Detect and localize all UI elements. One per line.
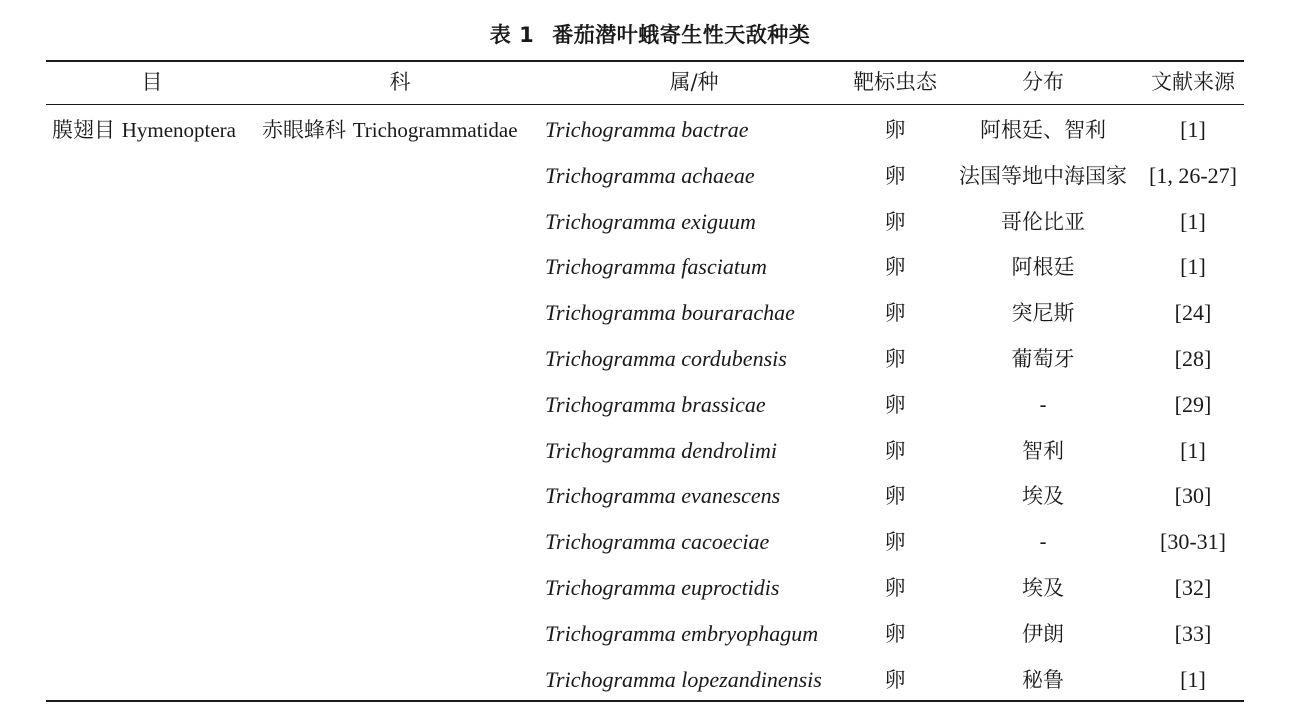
header-order: 目 <box>141 70 163 94</box>
distribution-cell: 葡萄牙 <box>1011 347 1075 371</box>
reference-cell: [28] <box>1174 346 1212 371</box>
stage-cell: 卵 <box>884 530 906 554</box>
distribution-cell: 阿根廷 <box>1011 255 1075 279</box>
species-cell: Trichogramma dendrolimi <box>545 438 778 463</box>
stage-cell: 卵 <box>884 301 906 325</box>
top-rule <box>46 60 1244 62</box>
reference-cell: [30-31] <box>1160 529 1226 554</box>
species-cell: Trichogramma exiguum <box>545 209 756 234</box>
header-rule <box>46 104 1244 105</box>
species-cell: Trichogramma cacoeciae <box>545 529 770 554</box>
reference-cell: [32] <box>1174 575 1212 600</box>
header-reference: 文献来源 <box>1151 70 1235 94</box>
species-cell: Trichogramma brassicae <box>545 392 766 417</box>
family-latin: Trichogrammatidae <box>352 118 518 142</box>
species-cell: Trichogramma fasciatum <box>545 254 767 279</box>
stage-cell: 卵 <box>884 622 906 646</box>
table-number: 表 1 <box>489 23 535 47</box>
distribution-cell: 埃及 <box>1022 484 1064 508</box>
stage-cell: 卵 <box>884 164 906 188</box>
stage-cell: 卵 <box>884 118 906 142</box>
species-cell: Trichogramma cordubensis <box>545 346 787 371</box>
order-cell <box>52 117 236 143</box>
stage-cell: 卵 <box>884 393 906 417</box>
species-cell: Trichogramma achaeae <box>545 163 755 188</box>
header-distribution: 分布 <box>1022 70 1064 94</box>
reference-cell: [1] <box>1180 667 1206 692</box>
distribution-cell: 突尼斯 <box>1011 301 1075 325</box>
order-latin: Hymenoptera <box>121 118 236 142</box>
distribution-cell: 法国等地中海国家 <box>959 164 1127 188</box>
stage-cell: 卵 <box>884 439 906 463</box>
species-cell: Trichogramma evanescens <box>545 483 781 508</box>
stage-cell: 卵 <box>884 255 906 279</box>
distribution-cell: 埃及 <box>1022 576 1064 600</box>
header-genus-species: 属/种 <box>669 70 719 94</box>
table-title: 番茄潜叶蛾寄生性天敌种类 <box>552 23 811 47</box>
reference-cell: [1] <box>1180 117 1206 142</box>
species-cell: Trichogramma lopezandinensis <box>545 667 822 692</box>
family-cell <box>262 117 518 143</box>
stage-cell: 卵 <box>884 347 906 371</box>
table-caption <box>0 20 1300 50</box>
distribution-cell: 智利 <box>1022 439 1064 463</box>
order-cn: 膜翅目 <box>52 118 115 142</box>
species-cell: Trichogramma embryophagum <box>545 621 819 646</box>
family-cn: 赤眼蜂科 <box>262 118 346 142</box>
species-cell: Trichogramma bourarachae <box>545 300 795 325</box>
stage-cell: 卵 <box>884 576 906 600</box>
header-family: 科 <box>389 70 411 94</box>
species-cell: Trichogramma bactrae <box>545 117 749 142</box>
bottom-rule <box>46 700 1244 702</box>
distribution-cell: 哥伦比亚 <box>1001 210 1085 234</box>
header-target-stage: 靶标虫态 <box>853 70 937 94</box>
stage-cell: 卵 <box>884 210 906 234</box>
reference-cell: [1] <box>1180 438 1206 463</box>
reference-cell: [30] <box>1174 483 1212 508</box>
distribution-cell: - <box>1039 393 1047 417</box>
distribution-cell: 阿根廷、智利 <box>980 118 1106 142</box>
stage-cell: 卵 <box>884 668 906 692</box>
reference-cell: [1, 26-27] <box>1149 163 1237 188</box>
species-cell: Trichogramma euproctidis <box>545 575 780 600</box>
distribution-cell: - <box>1039 530 1047 554</box>
reference-cell: [1] <box>1180 209 1206 234</box>
distribution-cell: 秘鲁 <box>1022 668 1064 692</box>
reference-cell: [29] <box>1174 392 1212 417</box>
stage-cell: 卵 <box>884 484 906 508</box>
reference-cell: [1] <box>1180 254 1206 279</box>
distribution-cell: 伊朗 <box>1022 622 1064 646</box>
reference-cell: [24] <box>1174 300 1212 325</box>
reference-cell: [33] <box>1174 621 1212 646</box>
